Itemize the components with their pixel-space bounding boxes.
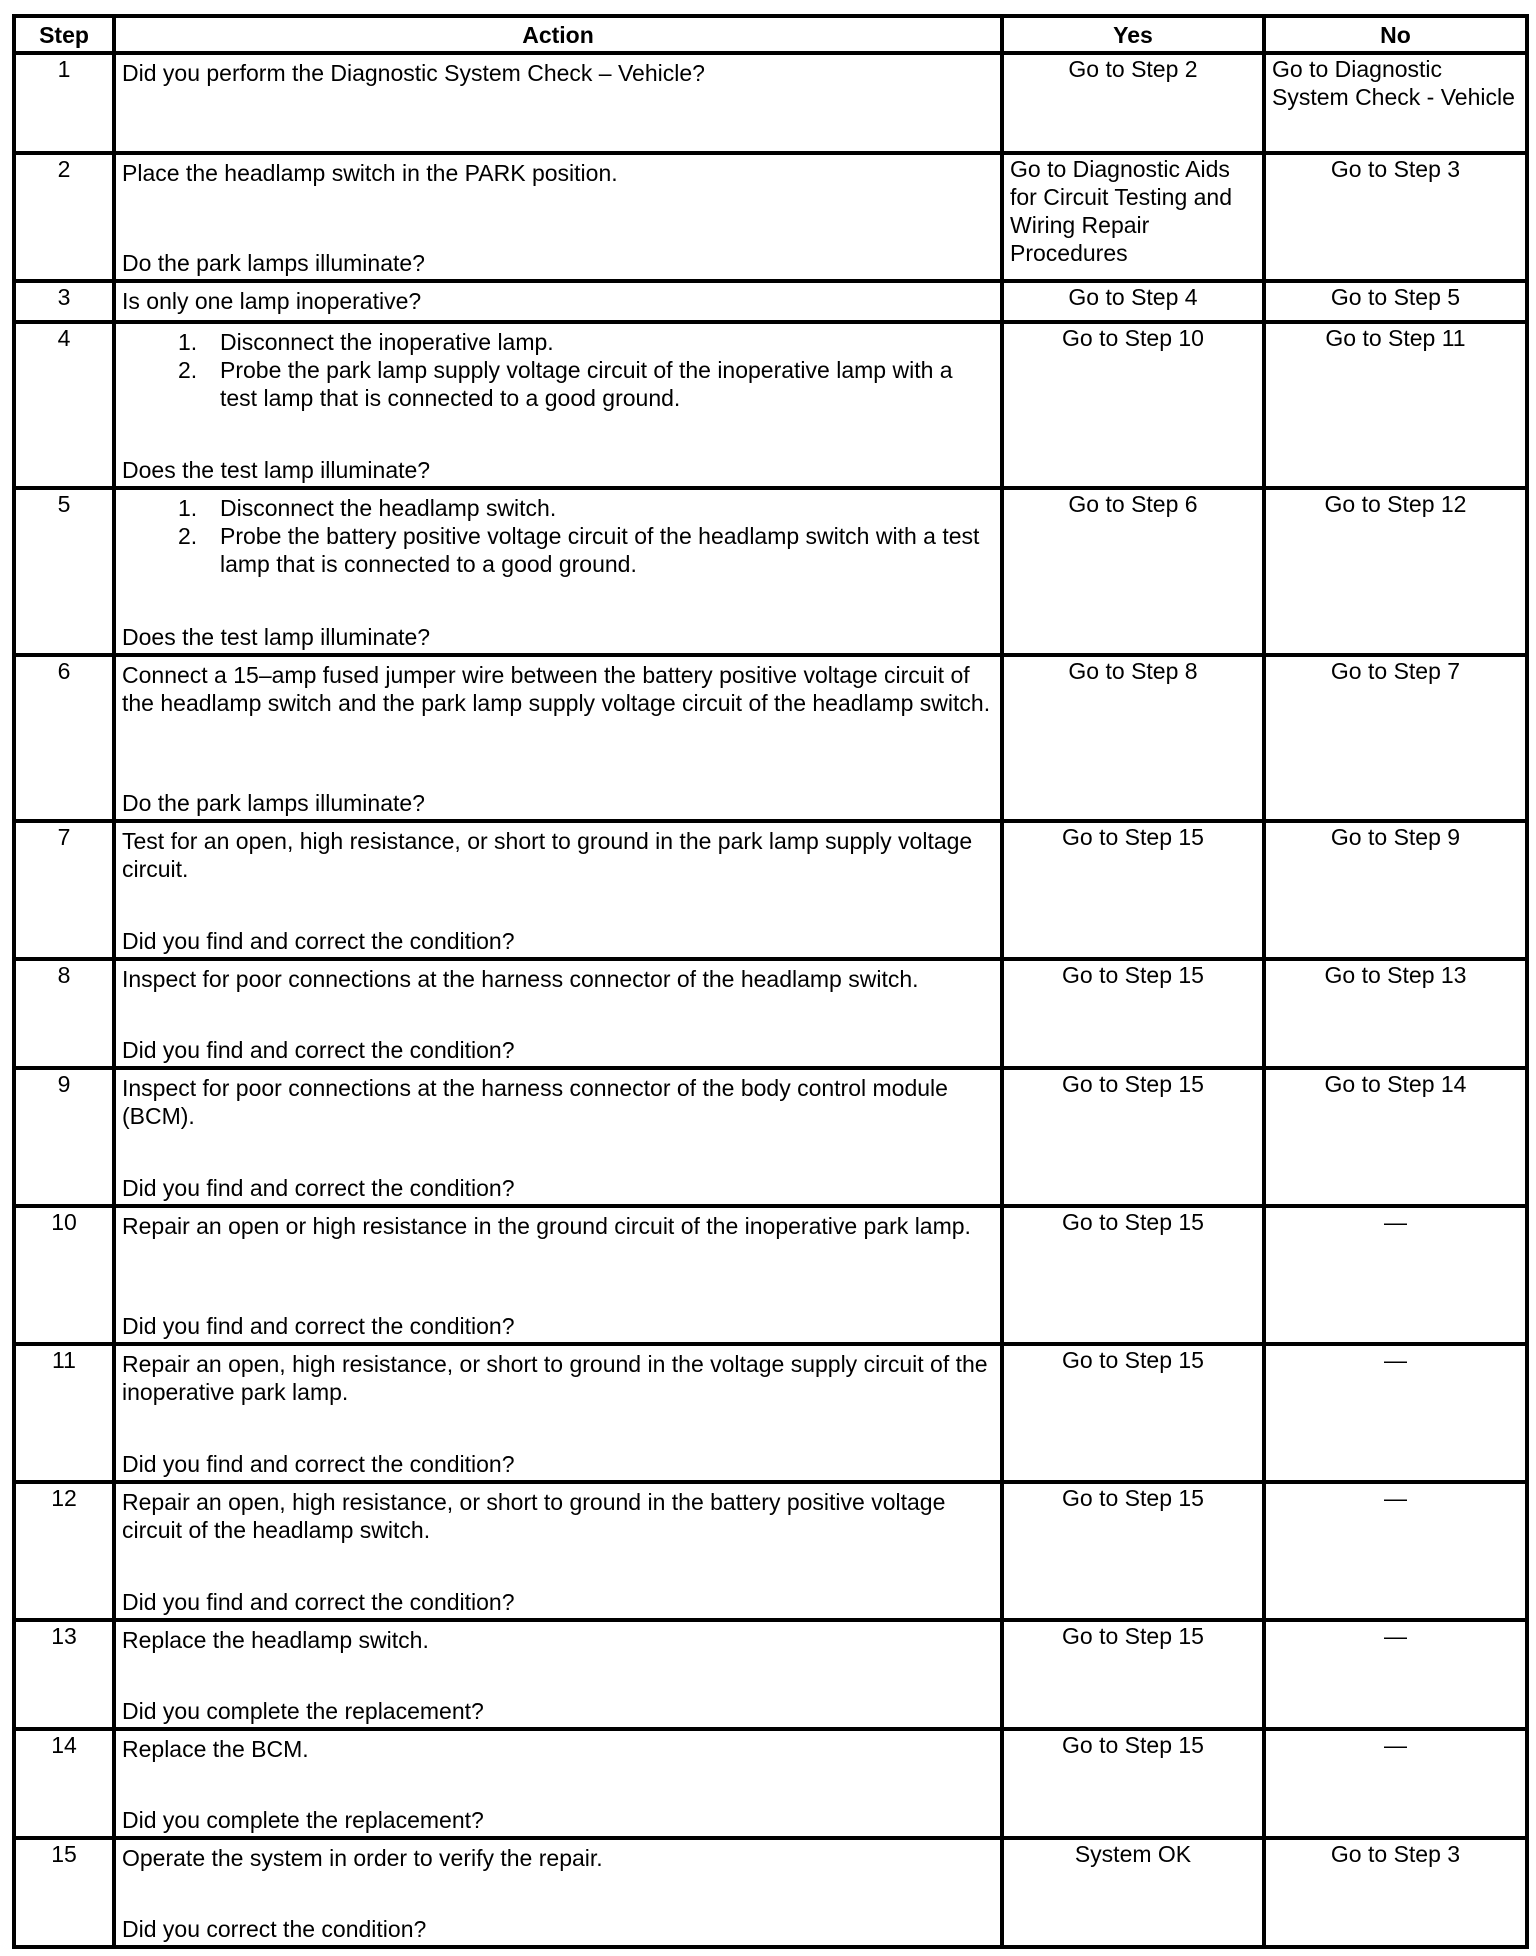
- step-number: 10: [14, 1206, 114, 1344]
- step-number: 14: [14, 1729, 114, 1838]
- step-number: 4: [14, 322, 114, 488]
- yes-result: Go to Step 2: [1002, 53, 1264, 153]
- table-row: [14, 655, 1527, 821]
- no-result: —: [1264, 1620, 1527, 1729]
- action-step-number: 2.: [178, 357, 198, 383]
- step-number: 2: [14, 153, 114, 281]
- no-result: Go to Step 9: [1264, 821, 1527, 959]
- action-cell: [114, 821, 1002, 959]
- table-row: [14, 959, 1527, 1068]
- no-result: Go to Step 11: [1264, 322, 1527, 488]
- action-text: Test for an open, high resistance, or short to ground in the park lamp supply voltage circuit.: [122, 828, 973, 882]
- yes-result: Go to Step 15: [1002, 1344, 1264, 1482]
- yes-result: Go to Step 8: [1002, 655, 1264, 821]
- step-number: 8: [14, 959, 114, 1068]
- step-number: 6: [14, 655, 114, 821]
- action-text: Operate the system in order to verify the repair.: [122, 1845, 603, 1871]
- action-question: Did you complete the replacement?: [122, 1698, 484, 1724]
- action-question: Did you find and correct the condition?: [122, 1037, 515, 1063]
- header-yes: Yes: [1002, 16, 1264, 53]
- action-cell: [114, 655, 1002, 821]
- action-cell: [114, 153, 1002, 281]
- action-question: Did you find and correct the condition?: [122, 928, 515, 954]
- yes-result: Go to Step 15: [1002, 1482, 1264, 1620]
- action-step-item: [178, 356, 994, 412]
- no-result: —: [1264, 1344, 1527, 1482]
- table-row: [14, 281, 1527, 322]
- action-cell: [114, 1729, 1002, 1838]
- table-row: [14, 821, 1527, 959]
- yes-result: Go to Step 15: [1002, 821, 1264, 959]
- action-content: [122, 155, 994, 279]
- table-row: [14, 1838, 1527, 1947]
- action-question: Did you find and correct the condition?: [122, 1589, 515, 1615]
- action-cell: [114, 53, 1002, 153]
- step-number: 9: [14, 1068, 114, 1206]
- no-result: —: [1264, 1206, 1527, 1344]
- step-number: 13: [14, 1620, 114, 1729]
- diagnostic-table: [12, 14, 1529, 1949]
- table-row: [14, 488, 1527, 655]
- yes-result: Go to Step 4: [1002, 281, 1264, 322]
- no-result: —: [1264, 1729, 1527, 1838]
- step-number: 3: [14, 281, 114, 322]
- action-step-text: Probe the battery positive voltage circuit of the headlamp switch with a test lamp that is connected to a good ground.: [220, 523, 980, 577]
- no-result: Go to Diagnostic System Check - Vehicle: [1264, 53, 1527, 153]
- action-question: Did you find and correct the condition?: [122, 1451, 515, 1477]
- action-question: Does the test lamp illuminate?: [122, 457, 431, 483]
- action-cell: [114, 1344, 1002, 1482]
- action-text: Did you perform the Diagnostic System Check – Vehicle?: [122, 60, 705, 86]
- yes-result: Go to Diagnostic Aids for Circuit Testing and Wiring Repair Procedures: [1002, 153, 1264, 281]
- yes-result: Go to Step 15: [1002, 1620, 1264, 1729]
- action-text: Inspect for poor connections at the harness connector of the headlamp switch.: [122, 966, 919, 992]
- action-content: [122, 1840, 994, 1945]
- action-content: [122, 823, 994, 957]
- step-number: 12: [14, 1482, 114, 1620]
- action-content: [122, 657, 994, 819]
- action-content: [122, 490, 994, 653]
- action-text: Replace the BCM.: [122, 1736, 309, 1762]
- step-number: 5: [14, 488, 114, 655]
- no-result: Go to Step 3: [1264, 153, 1527, 281]
- table-row: [14, 53, 1527, 153]
- yes-result: Go to Step 15: [1002, 1068, 1264, 1206]
- action-steps-list: [122, 494, 994, 578]
- no-result: Go to Step 5: [1264, 281, 1527, 322]
- action-steps-list: [122, 328, 994, 412]
- action-text: Inspect for poor connections at the harness connector of the body control module (BCM).: [122, 1075, 948, 1129]
- action-cell: [114, 322, 1002, 488]
- table-row: [14, 1068, 1527, 1206]
- action-content: [122, 324, 994, 486]
- header-action: Action: [114, 16, 1002, 53]
- action-text: Connect a 15–amp fused jumper wire between the battery positive voltage circuit of the headlamp switch and the park lamp supply voltage circuit of the headlamp switch.: [122, 662, 991, 716]
- action-step-number: 2.: [178, 523, 198, 549]
- action-step-number: 1.: [178, 495, 198, 521]
- yes-result: Go to Step 10: [1002, 322, 1264, 488]
- action-cell: [114, 1068, 1002, 1206]
- yes-result: Go to Step 15: [1002, 1729, 1264, 1838]
- action-cell: [114, 1482, 1002, 1620]
- action-text: Repair an open or high resistance in the ground circuit of the inoperative park lamp.: [122, 1213, 971, 1239]
- action-question: Do the park lamps illuminate?: [122, 250, 425, 276]
- no-result: Go to Step 13: [1264, 959, 1527, 1068]
- action-step-text: Probe the park lamp supply voltage circuit of the inoperative lamp with a test lamp that is connected to a good ground.: [220, 357, 953, 411]
- action-content: [122, 55, 994, 151]
- action-step-item: [178, 522, 994, 578]
- action-content: [122, 1208, 994, 1342]
- step-number: 15: [14, 1838, 114, 1947]
- action-cell: [114, 488, 1002, 655]
- yes-result: System OK: [1002, 1838, 1264, 1947]
- step-number: 11: [14, 1344, 114, 1482]
- table-row: [14, 1344, 1527, 1482]
- no-result: Go to Step 7: [1264, 655, 1527, 821]
- action-question: Did you find and correct the condition?: [122, 1313, 515, 1339]
- step-number: 1: [14, 53, 114, 153]
- action-cell: [114, 959, 1002, 1068]
- table-row: [14, 1482, 1527, 1620]
- action-text: Is only one lamp inoperative?: [122, 288, 422, 314]
- action-cell: [114, 281, 1002, 322]
- action-question: Did you find and correct the condition?: [122, 1175, 515, 1201]
- action-content: [122, 1484, 994, 1618]
- no-result: Go to Step 12: [1264, 488, 1527, 655]
- action-step-text: Disconnect the headlamp switch.: [220, 495, 557, 521]
- action-step-number: 1.: [178, 329, 198, 355]
- action-text: Repair an open, high resistance, or short to ground in the voltage supply circuit of the inoperative park lamp.: [122, 1351, 988, 1405]
- yes-result: Go to Step 15: [1002, 959, 1264, 1068]
- header-no: No: [1264, 16, 1527, 53]
- action-step-item: [178, 328, 994, 356]
- table-row: [14, 1729, 1527, 1838]
- table-row: [14, 153, 1527, 281]
- header-step: Step: [14, 16, 114, 53]
- no-result: Go to Step 3: [1264, 1838, 1527, 1947]
- action-step-item: [178, 494, 994, 522]
- yes-result: Go to Step 6: [1002, 488, 1264, 655]
- action-text: Replace the headlamp switch.: [122, 1627, 429, 1653]
- action-content: [122, 1346, 994, 1480]
- action-content: [122, 283, 994, 320]
- no-result: Go to Step 14: [1264, 1068, 1527, 1206]
- action-step-text: Disconnect the inoperative lamp.: [220, 329, 554, 355]
- action-question: Do the park lamps illuminate?: [122, 790, 425, 816]
- action-question: Did you correct the condition?: [122, 1916, 427, 1942]
- table-row: [14, 1206, 1527, 1344]
- action-cell: [114, 1206, 1002, 1344]
- table-row: [14, 1620, 1527, 1729]
- action-cell: [114, 1838, 1002, 1947]
- action-question: Did you complete the replacement?: [122, 1807, 484, 1833]
- action-content: [122, 1070, 994, 1204]
- action-text: Place the headlamp switch in the PARK position.: [122, 160, 618, 186]
- action-cell: [114, 1620, 1002, 1729]
- action-content: [122, 961, 994, 1066]
- action-text: Repair an open, high resistance, or short to ground in the battery positive voltage circuit of the headlamp switch.: [122, 1489, 946, 1543]
- no-result: —: [1264, 1482, 1527, 1620]
- action-content: [122, 1622, 994, 1727]
- step-number: 7: [14, 821, 114, 959]
- yes-result: Go to Step 15: [1002, 1206, 1264, 1344]
- table-row: [14, 322, 1527, 488]
- header-row: [14, 16, 1527, 53]
- action-content: [122, 1731, 994, 1836]
- action-question: Does the test lamp illuminate?: [122, 624, 431, 650]
